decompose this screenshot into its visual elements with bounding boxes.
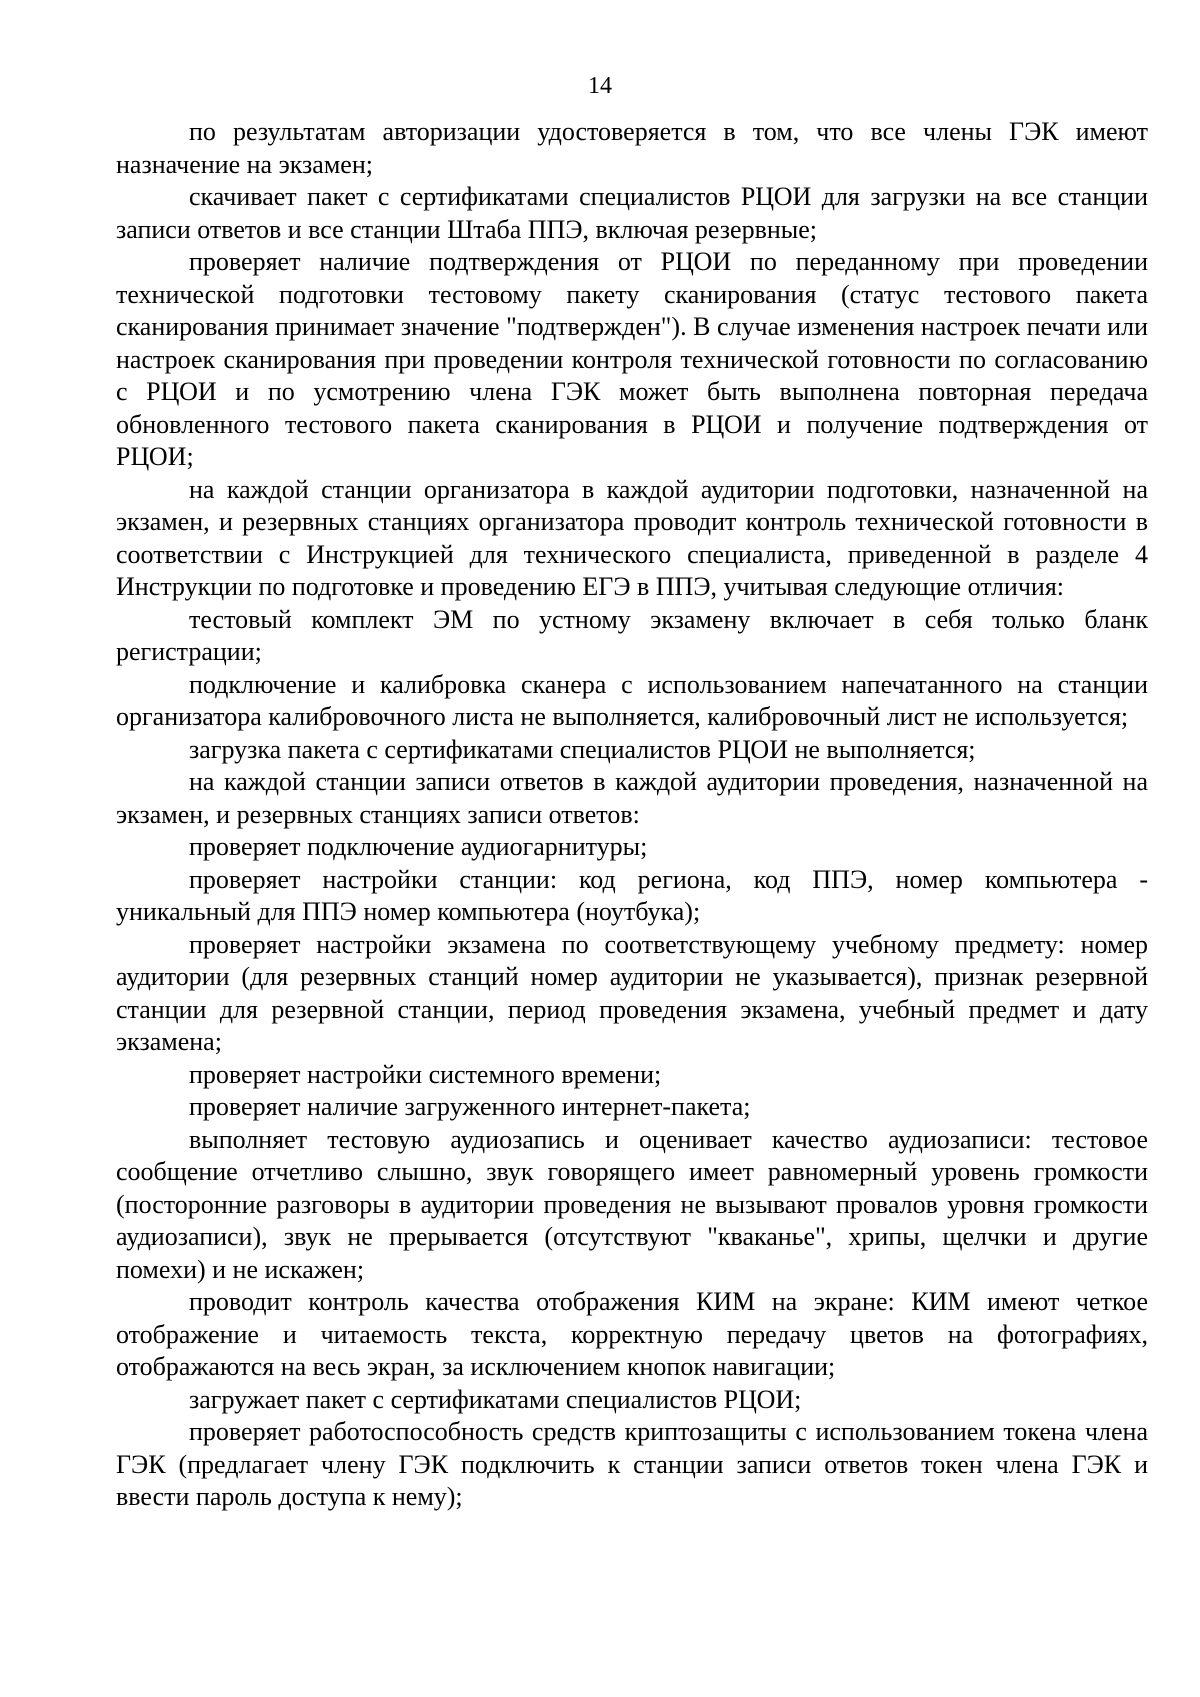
paragraph: проверяет работоспособность средств криптозащиты с использованием токена члена ГЭК (предлагает члену ГЭК подключить к станции записи ответов токен члена ГЭК и ввести пароль доступа к нему); bbox=[116, 1417, 1148, 1511]
body-text bbox=[116, 116, 1148, 1514]
paragraph: загрузка пакета с сертификатами специалистов РЦОИ не выполняется; bbox=[189, 734, 976, 764]
paragraph: проверяет настройки системного времени; bbox=[189, 1059, 662, 1089]
paragraph: на каждой станции записи ответов в каждой аудитории проведения, назначенной на экзамен, и резервных станциях записи ответов: bbox=[116, 767, 1148, 829]
paragraph: проверяет подключение аудиогарнитуры; bbox=[189, 832, 648, 861]
paragraph: загружает пакет с сертификатами специалистов РЦОИ; bbox=[189, 1384, 802, 1414]
paragraph: проверяет настройки экзамена по соответствующему учебному предмету: номер аудитории (для резервных станций номер аудитории не указывается), признак резервной станции для резервной станции, период проведения экзамена, учебный предмет и дату экзамена; bbox=[116, 929, 1148, 1056]
paragraph: подключение и калибровка сканера с использованием напечатанного на станции организатора калибровочного листа не выполняется, калибровочный лист не используется; bbox=[116, 669, 1148, 731]
paragraph: проверяет настройки станции: код региона, код ППЭ, номер компьютера - уникальный для ППЭ номер компьютера (ноутбука); bbox=[116, 864, 1148, 926]
paragraph: выполняет тестовую аудиозапись и оценивает качество аудиозаписи: тестовое сообщение отчетливо слышно, звук говорящего имеет равномерный уровень громкости (посторонние разговоры в аудитории проведения не вызывают провалов уровня громкости аудиозаписи), звук не прерывается (отсутствуют "кваканье", хрипы, щелчки и другие помехи) и не искажен; bbox=[116, 1124, 1148, 1284]
paragraph: по результатам авторизации удостоверяется в том, что все члены ГЭК имеют назначение на экзамен; bbox=[116, 117, 1148, 179]
paragraph: скачивает пакет с сертификатами специалистов РЦОИ для загрузки на все станции записи ответов и все станции Штаба ППЭ, включая резервные; bbox=[116, 182, 1148, 244]
paragraph: проверяет наличие подтверждения от РЦОИ по переданному при проведении технической подготовки тестовому пакету сканирования (статус тестового пакета сканирования принимает значение "подтвержден"). В случае изменения настроек печати или настроек сканирования при проведении контроля технической готовности по согласованию с РЦОИ и по усмотрению члена ГЭК может быть выполнена повторная передача обновленного тестового пакета сканирования в РЦОИ и получение подтверждения от РЦОИ; bbox=[116, 247, 1148, 471]
paragraph: проверяет наличие загруженного интернет-пакета; bbox=[189, 1092, 751, 1121]
paragraph: проводит контроль качества отображения КИМ на экране: КИМ имеют четкое отображение и читаемость текста, корректную передачу цветов на фотографиях, отображаются на весь экран, за исключением кнопок навигации; bbox=[116, 1287, 1148, 1381]
paragraph: на каждой станции организатора в каждой аудитории подготовки, назначенной на экзамен, и резервных станциях организатора проводит контроль технической готовности в соответствии с Инструкцией для технического специалиста, приведенной в разделе 4 Инструкции по подготовке и проведению ЕГЭ в ППЭ, учитывая следующие отличия: bbox=[116, 474, 1148, 601]
page-number: 14 bbox=[588, 73, 612, 99]
paragraph: тестовый комплект ЭМ по устному экзамену включает в себя только бланк регистрации; bbox=[116, 604, 1148, 666]
